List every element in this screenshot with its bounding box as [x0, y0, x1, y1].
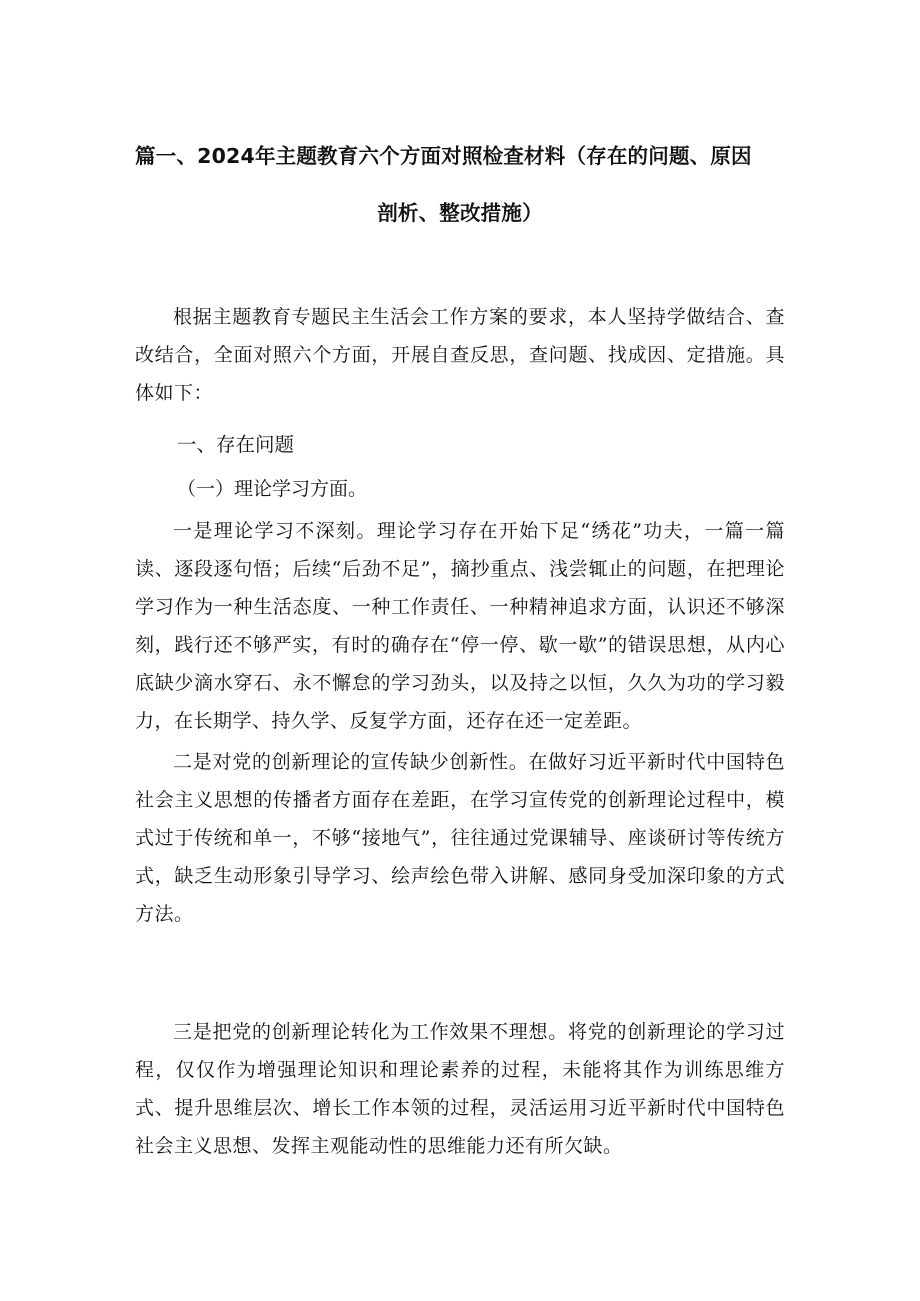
paragraph-text: 二是对党的创新理论的宣传缺少创新性。在做好习近平新时代中国特色社会主义思想的传播者方面存在差距，在学习宣传党的创新理论过程中，模式过于传统和单一，不够“接地气”，往往通过党课辅导、座谈研讨等传统方式，缺乏生动形象引导学习、绘声绘色带入讲解、感同身受加深印象的方式方法。	[135, 751, 785, 926]
paragraph-1	[135, 512, 785, 741]
intro-text: 根据主题教育专题民主生活会工作方案的要求，本人坚持学做结合、查改结合，全面对照六个方面，开展自查反思，查问题、找成因、定措施。具体如下：	[135, 306, 785, 405]
intro-paragraph	[135, 298, 785, 412]
paragraph-3	[135, 1013, 785, 1165]
subsection-heading-theory-study: （一）理论学习方面。	[177, 478, 368, 500]
paragraph-text: 三是把党的创新理论转化为工作效果不理想。将党的创新理论的学习过程，仅仅作为增强理论知识和理论素养的过程，未能将其作为训练思维方式、提升思维层次、增长工作本领的过程，灵活运用习近平新时代中国特色社会主义思想、发挥主观能动性的思维能力还有所欠缺。	[135, 1021, 785, 1158]
document-title-line-2: 剖析、整改措施）	[377, 201, 543, 225]
paragraph-text: 一是理论学习不深刻。理论学习存在开始下足“绣花”功夫，一篇一篇读、逐段逐句悟；后续“后劲不足”，摘抄重点、浅尝辄止的问题，在把理论学习作为一种生活态度、一种工作责任、一种精神追求方面，认识还不够深刻，践行还不够严实，有时的确存在“停一停、歇一歇”的错误思想，从内心底缺少滴水穿石、永不懈怠的学习劲头，以及持之以恒，久久为功的学习毅力，在长期学、持久学、反复学方面，还存在还一定差距。	[135, 520, 785, 733]
section-heading-problems: 一、存在问题	[177, 433, 295, 456]
paragraph-2	[135, 743, 785, 933]
document-title-line-1: 篇一、2024年主题教育六个方面对照检查材料（存在的问题、原因	[135, 144, 752, 168]
